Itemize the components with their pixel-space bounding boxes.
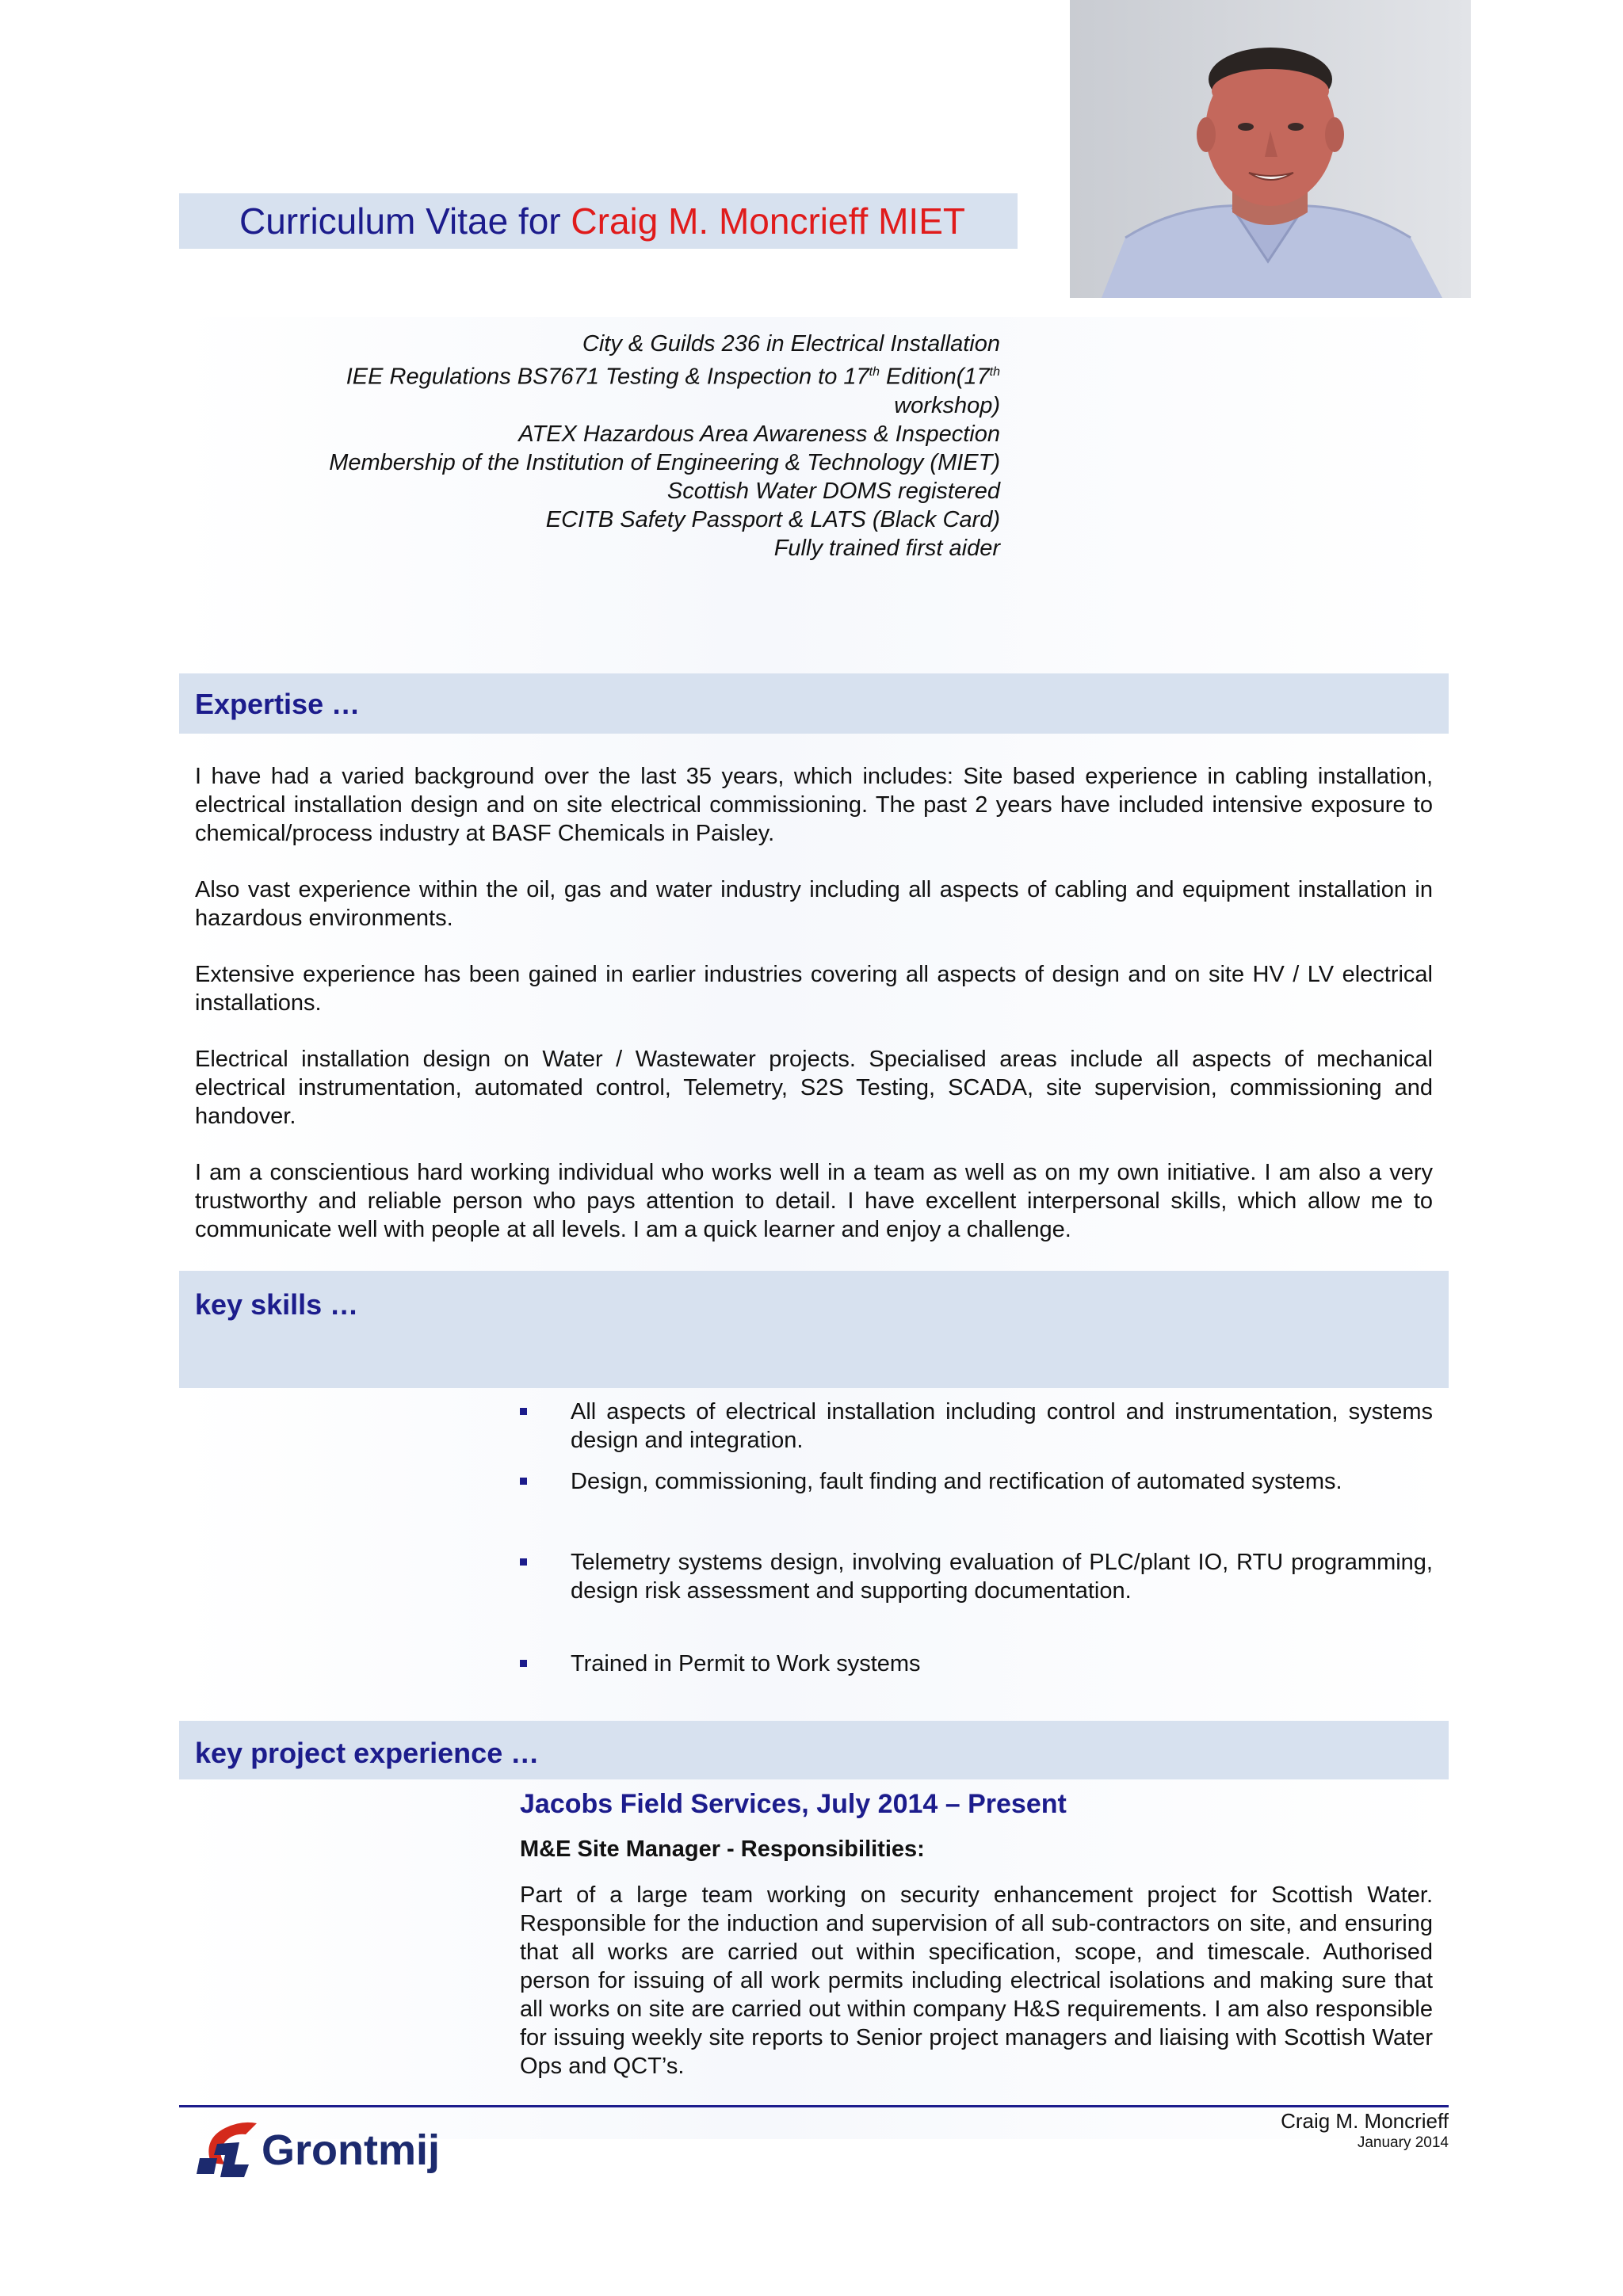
logo-wordmark: Grontmij	[262, 2126, 440, 2174]
qualification-text: Edition(17	[880, 364, 990, 390]
qualification-text: IEE Regulations BS7671 Testing & Inspection to 17	[346, 364, 869, 390]
qualification-item	[179, 358, 1000, 391]
bullet-marker	[520, 1408, 527, 1415]
bullet-marker	[520, 1478, 527, 1485]
bullet-marker	[520, 1558, 527, 1566]
portrait-illustration	[1070, 0, 1471, 298]
skill-text: Design, commissioning, fault finding and rectification of automated systems.	[571, 1469, 1342, 1494]
project-role: M&E Site Manager - Responsibilities:	[520, 1836, 925, 1862]
profile-photo	[1070, 0, 1471, 298]
skills-heading: key skills …	[195, 1288, 359, 1321]
title-banner	[179, 193, 1018, 249]
qualification-item: Membership of the Institution of Engineering & Technology (MIET)	[329, 449, 1000, 475]
title-prefix: Curriculum Vitae for	[239, 200, 571, 242]
skill-text: Telemetry systems design, involving evaluation of PLC/plant IO, RTU programming, design risk assessment and supporting documentation.	[571, 1550, 1433, 1604]
superscript: th	[989, 365, 1000, 379]
projects-section-header	[179, 1721, 1449, 1779]
expertise-paragraph: Electrical installation design on Water / Wastewater projects. Specialised areas include all aspects of mechanical electrical instrumentation, automated control, Telemetry, S2S Testing, SCADA, site supervision, commissioning and handover.	[195, 1047, 1433, 1129]
qualification-item: City & Guilds 236 in Electrical Installation	[582, 331, 1000, 357]
footer-name: Craig M. Moncrieff	[1281, 2109, 1449, 2133]
grontmij-logo-icon	[193, 2107, 455, 2179]
candidate-name: Craig M. Moncrieff MIET	[571, 200, 965, 242]
footer-date: January 2014	[1357, 2134, 1449, 2151]
qualification-item: ECITB Safety Passport & LATS (Black Card)	[545, 506, 1000, 532]
skill-text: All aspects of electrical installation including control and instrumentation, systems design and integration.	[571, 1399, 1433, 1453]
expertise-body	[195, 762, 1433, 1272]
project-description: Part of a large team working on security enhancement project for Scottish Water. Responsible for the induction and supervision of all sub-contractors on site, and ensuring that all works are carried out within specification, scope, and timescale. Authorised person for issuing of all work permits including electrical isolations and making sure that all works on site are carried out within company H&S requirements. I am also responsible for issuing weekly site reports to Senior project managers and liaising with Scottish Water Ops and QCT’s.	[520, 1882, 1433, 2079]
projects-heading: key project experience …	[195, 1737, 540, 1769]
expertise-paragraph: I have had a varied background over the last 35 years, which includes: Site based experience in cabling installation, electrical installation design and on site electrical commissioning. The past 2 years have included intensive exposure to chemical/process industry at BASF Chemicals in Paisley.	[195, 764, 1433, 846]
qualifications-list	[179, 330, 1000, 563]
project-title: Jacobs Field Services, July 2014 – Present	[520, 1789, 1067, 1819]
expertise-paragraph: Extensive experience has been gained in earlier industries covering all aspects of design and on site HV / LV electrical installations.	[195, 962, 1433, 1016]
superscript: th	[869, 365, 880, 379]
expertise-paragraph: Also vast experience within the oil, gas and water industry including all aspects of cabling and equipment installation in hazardous environments.	[195, 877, 1433, 931]
skill-text: Trained in Permit to Work systems	[571, 1651, 921, 1676]
expertise-section-header	[179, 673, 1449, 734]
expertise-paragraph: I am a conscientious hard working individual who works well in a team as well as on my own initiative. I am also a very trustworthy and reliable person who pays attention to detail. I have excellent interpersonal skills, which allow me to communicate well with people at all levels. I am a quick learner and enjoy a challenge.	[195, 1160, 1433, 1242]
qualification-item: workshop)	[894, 392, 1000, 418]
qualification-item: Scottish Water DOMS registered	[666, 478, 1000, 504]
skills-section-header	[179, 1271, 1449, 1388]
bullet-marker	[520, 1660, 527, 1667]
page-title	[239, 200, 965, 242]
expertise-heading: Expertise …	[195, 688, 361, 720]
qualification-item: Fully trained first aider	[773, 535, 1000, 561]
company-logo	[193, 2107, 455, 2179]
qualification-item: ATEX Hazardous Area Awareness & Inspection	[518, 421, 1000, 447]
